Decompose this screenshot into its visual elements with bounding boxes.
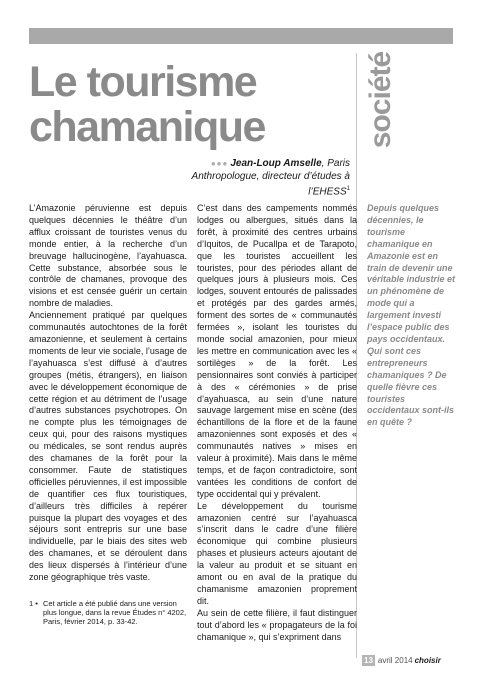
byline-dots: ●●● — [210, 159, 229, 168]
magazine-name: choisir — [414, 656, 441, 665]
author-name: Jean-Loup Amselle — [230, 158, 322, 169]
paragraph: Anciennement pratiqué par quelques communautés autochtones de la forêt amazonienne, et seulement à certains moments de leur vie sociale, l’usage de l’ayahuasca s’est diffusé à d’autres groupes (métis, étrangers), en liaison avec le développement économique de cette région et au détriment de l’usage d’autres substances psychotropes. On ne compte plus les témoignages de ceux qui, pour des raisons mystiques ou médicales, se sont rendus auprès des chamanes de la forêt pour la consommer. Faute de statistiques officielles péruviennes, il est impossible de quantifier ces flux touristiques, d’ailleurs très difficiles à repérer puisque la plupart des voyages et des séjours sont entrepris sur une base individuelle, par le biais des sites web des chamanes, et se déroulent dans des lieux dispersés à l’intérieur d’une zone géographique très vaste. — [29, 310, 187, 583]
paragraph: Le développement du tourisme amazonien centré sur l’ayahuasca s’inscrit dans le cadre d’une filière économique qui combine plusieurs phases et plusieurs acteurs ajoutant de la valeur au produit et se situant en amont ou en aval de la pratique du chamanisme amazonien proprement dit. — [197, 500, 357, 606]
footnote-text: Cet article a été publié dans une version plus longue, dans la revue Études n° 4202, Paris, février 2014, p. 33-42. — [43, 599, 187, 626]
affiliation-note: 1 — [346, 186, 350, 192]
byline — [150, 157, 350, 198]
page-number: 13 — [364, 656, 373, 665]
section-tag — [364, 51, 397, 149]
paragraph: C’est dans des campements nommés lodges ou albergues, situés dans la forêt, à proximité des centres urbains d’Iquitos, de Pucallpa et de Tarapoto, que les touristes accueillent les touristes, pour des périodes allant de quelques jours à plusieurs mois. Ces lodges, souvent entourés de palissades et protégés par des gardes armés, forment des sortes de « communautés fermées », isolant les touristes du monde social amazonien, pour mieux les mettre en communication avec les « sortilèges » de la forêt. Les pensionnaires sont conviés à participer à des « cérémonies » de prise d’ayahuasca, au sein d’une nature sauvage largement mise en scène (des échantillons de la flore et de la faune amazoniennes sont exposés et des « communautés natives » mises en valeur à proximité). Mais dans le même temps, et de façon contradictoire, sont vantées les conditions de confort de type occidental qui y prévalent. — [197, 203, 357, 499]
footnote — [29, 599, 187, 626]
article-title: Le tourisme chamanique — [29, 58, 265, 151]
footnote-number: 1 • — [29, 599, 38, 608]
pull-quote-aside: Depuis quelques décennies, le tourisme chamanique en Amazonie est en train de devenir une véritable industrie et un phénomène de mode qui a largement investi l’espace public des pays occidentaux. Qui sont ces entrepreneurs chamaniques ? De quelle fièvre ces touristes occidentaux sont-ils en quête ? — [367, 203, 456, 428]
paragraph: L’Amazonie péruvienne est depuis quelques décennies le théâtre d’un afflux croissant de touristes venus du monde entier, à la recherche d’un breuvage hallucinogène, l’ayahuasca. Cette substance, absorbée sous le contrôle de chamanes, provoque des visions et est censée guérir un certain nombre de maladies. — [29, 203, 187, 309]
article-column-1 — [29, 203, 187, 584]
article-column-2 — [197, 203, 357, 644]
section-tag-label: société — [364, 51, 397, 149]
issue-date: avril 2014 — [377, 656, 413, 665]
header-bar — [29, 28, 453, 44]
paragraph: Au sein de cette filière, il faut distinguer tout d’abord les « propagateurs de la foi chamanique », qui s’expriment dans — [197, 607, 357, 642]
author-city: , Paris — [321, 158, 350, 169]
author-affiliation: Anthropologue, directeur d’études à l’EHESS — [191, 171, 350, 198]
page-footer — [362, 655, 441, 666]
